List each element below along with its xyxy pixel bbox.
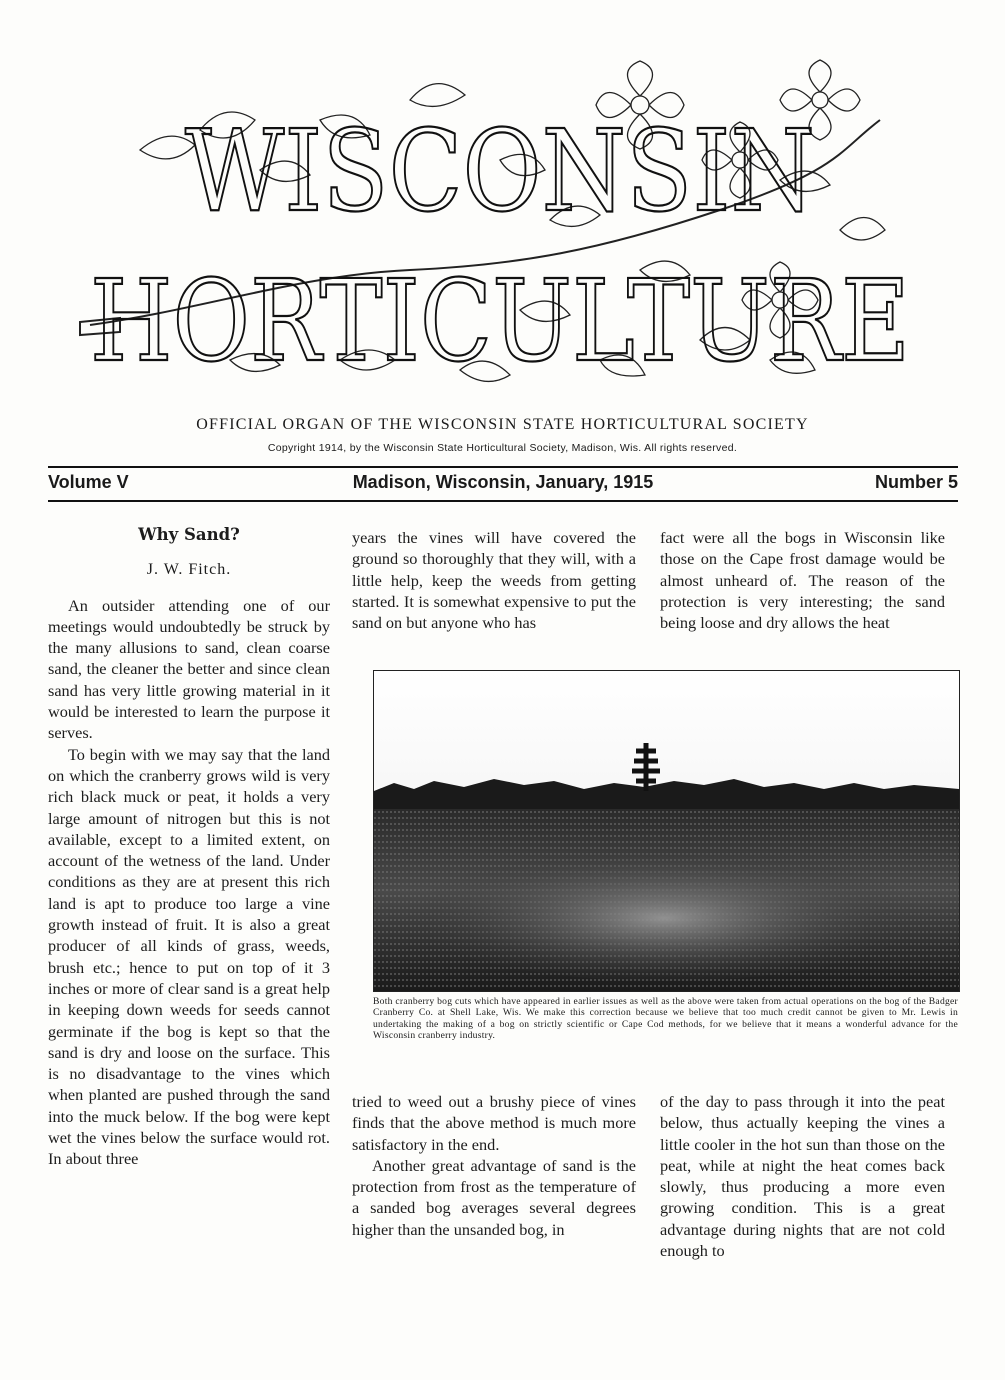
volume-label: Volume V (48, 472, 129, 492)
article-column-3-top (660, 527, 945, 633)
bottom-rule (48, 500, 958, 502)
bog-landscape-image (374, 671, 959, 991)
paragraph: To begin with we may say that the land on which the cranberry grows wild is very rich black muck or peat, it holds a very large amount of nitrogen but this is not available, except to a limited extent, on account of the wetness of the land. Under conditions as they are at present this rich land is apt to produce too large a vine growth instead of fruit. It is also a great producer of all kinds of grass, weeds, brush etc.; hence to put on top of it 3 inches or more of clear sand is a great help in keeping down weeds for seeds cannot germinate if the bog is kept so that the sand is dry and loose on the surface. This is no disadvantage to the vines which when planted are pushed through the sand into the muck below. If the bog were kept wet the vines below the surface would rot. In about three (48, 744, 330, 1169)
official-organ-line: OFFICIAL ORGAN OF THE WISCONSIN STATE HORTICULTURAL SOCIETY (196, 416, 809, 433)
article-author: J. W. Fitch. (146, 561, 232, 579)
issue-line (48, 472, 958, 498)
top-rule (48, 466, 958, 468)
article-column-2-bottom (352, 1091, 636, 1240)
masthead-title-line1: WISCONSIN (185, 107, 815, 237)
paragraph: fact were all the bogs in Wisconsin like those on the Cape frost damage would be almost unheard of. The reason of the protection is very interesting; the sand being loose and dry allows the heat (660, 528, 945, 633)
masthead-illustration (80, 60, 920, 420)
masthead (80, 60, 920, 420)
copyright-notice: Copyright 1914, by the Wisconsin State Horticultural Society, Madison, Wis. All rights reserved. (267, 442, 738, 454)
paragraph: of the day to pass through it into the peat below, thus actually keeping the vines a little cooler in the hot sun than those on the peat, while at night the heat comes back slowly, thus producing a more even growing condition. This is a great advantage during nights that are not cold enough to (660, 1092, 945, 1261)
article-column-1 (48, 524, 330, 1170)
issue-number: Number 5 (874, 472, 958, 492)
article-column-2-top (352, 527, 636, 633)
article-title: Why Sand? (138, 525, 240, 544)
place-date: Madison, Wisconsin, January, 1915 (352, 472, 654, 492)
paragraph: tried to weed out a brushy piece of vines finds that the above method is much more satisfactory in the end. (352, 1092, 636, 1154)
paragraph: An outsider attending one of our meetings would undoubtedly be struck by the many allusions to sand, clean coarse sand, the cleaner the better and since clean sand has very little growing material in it would be interested to learn the purpose it serves. (48, 595, 330, 743)
cranberry-bog-photo (373, 670, 960, 992)
masthead-title-line2: HORTICULTURE (90, 257, 910, 387)
paragraph: Another great advantage of sand is the protection from frost as the temperature of a sanded bog averages several degrees higher than the unsanded bog, in (352, 1155, 636, 1239)
photo-caption: Both cranberry bog cuts which have appeared in earlier issues as well as the above were taken from actual operations on the bog of the Badger Cranberry Co. at Shell Lake, Wis. We make this correction because we believe that too much credit cannot be given to Mr. Lewis in undertaking the making of a bog on strictly scientific or Cape Cod methods, for we believe that it means a wonderful advance for the Wisconsin cranberry industry. (373, 996, 958, 1042)
article-column-3-bottom (660, 1091, 945, 1261)
paragraph: years the vines will have covered the ground so thoroughly that they will, with a little help, keep the weeds from getting started. It is somewhat expensive to put the sand on but anyone who has (352, 528, 636, 633)
